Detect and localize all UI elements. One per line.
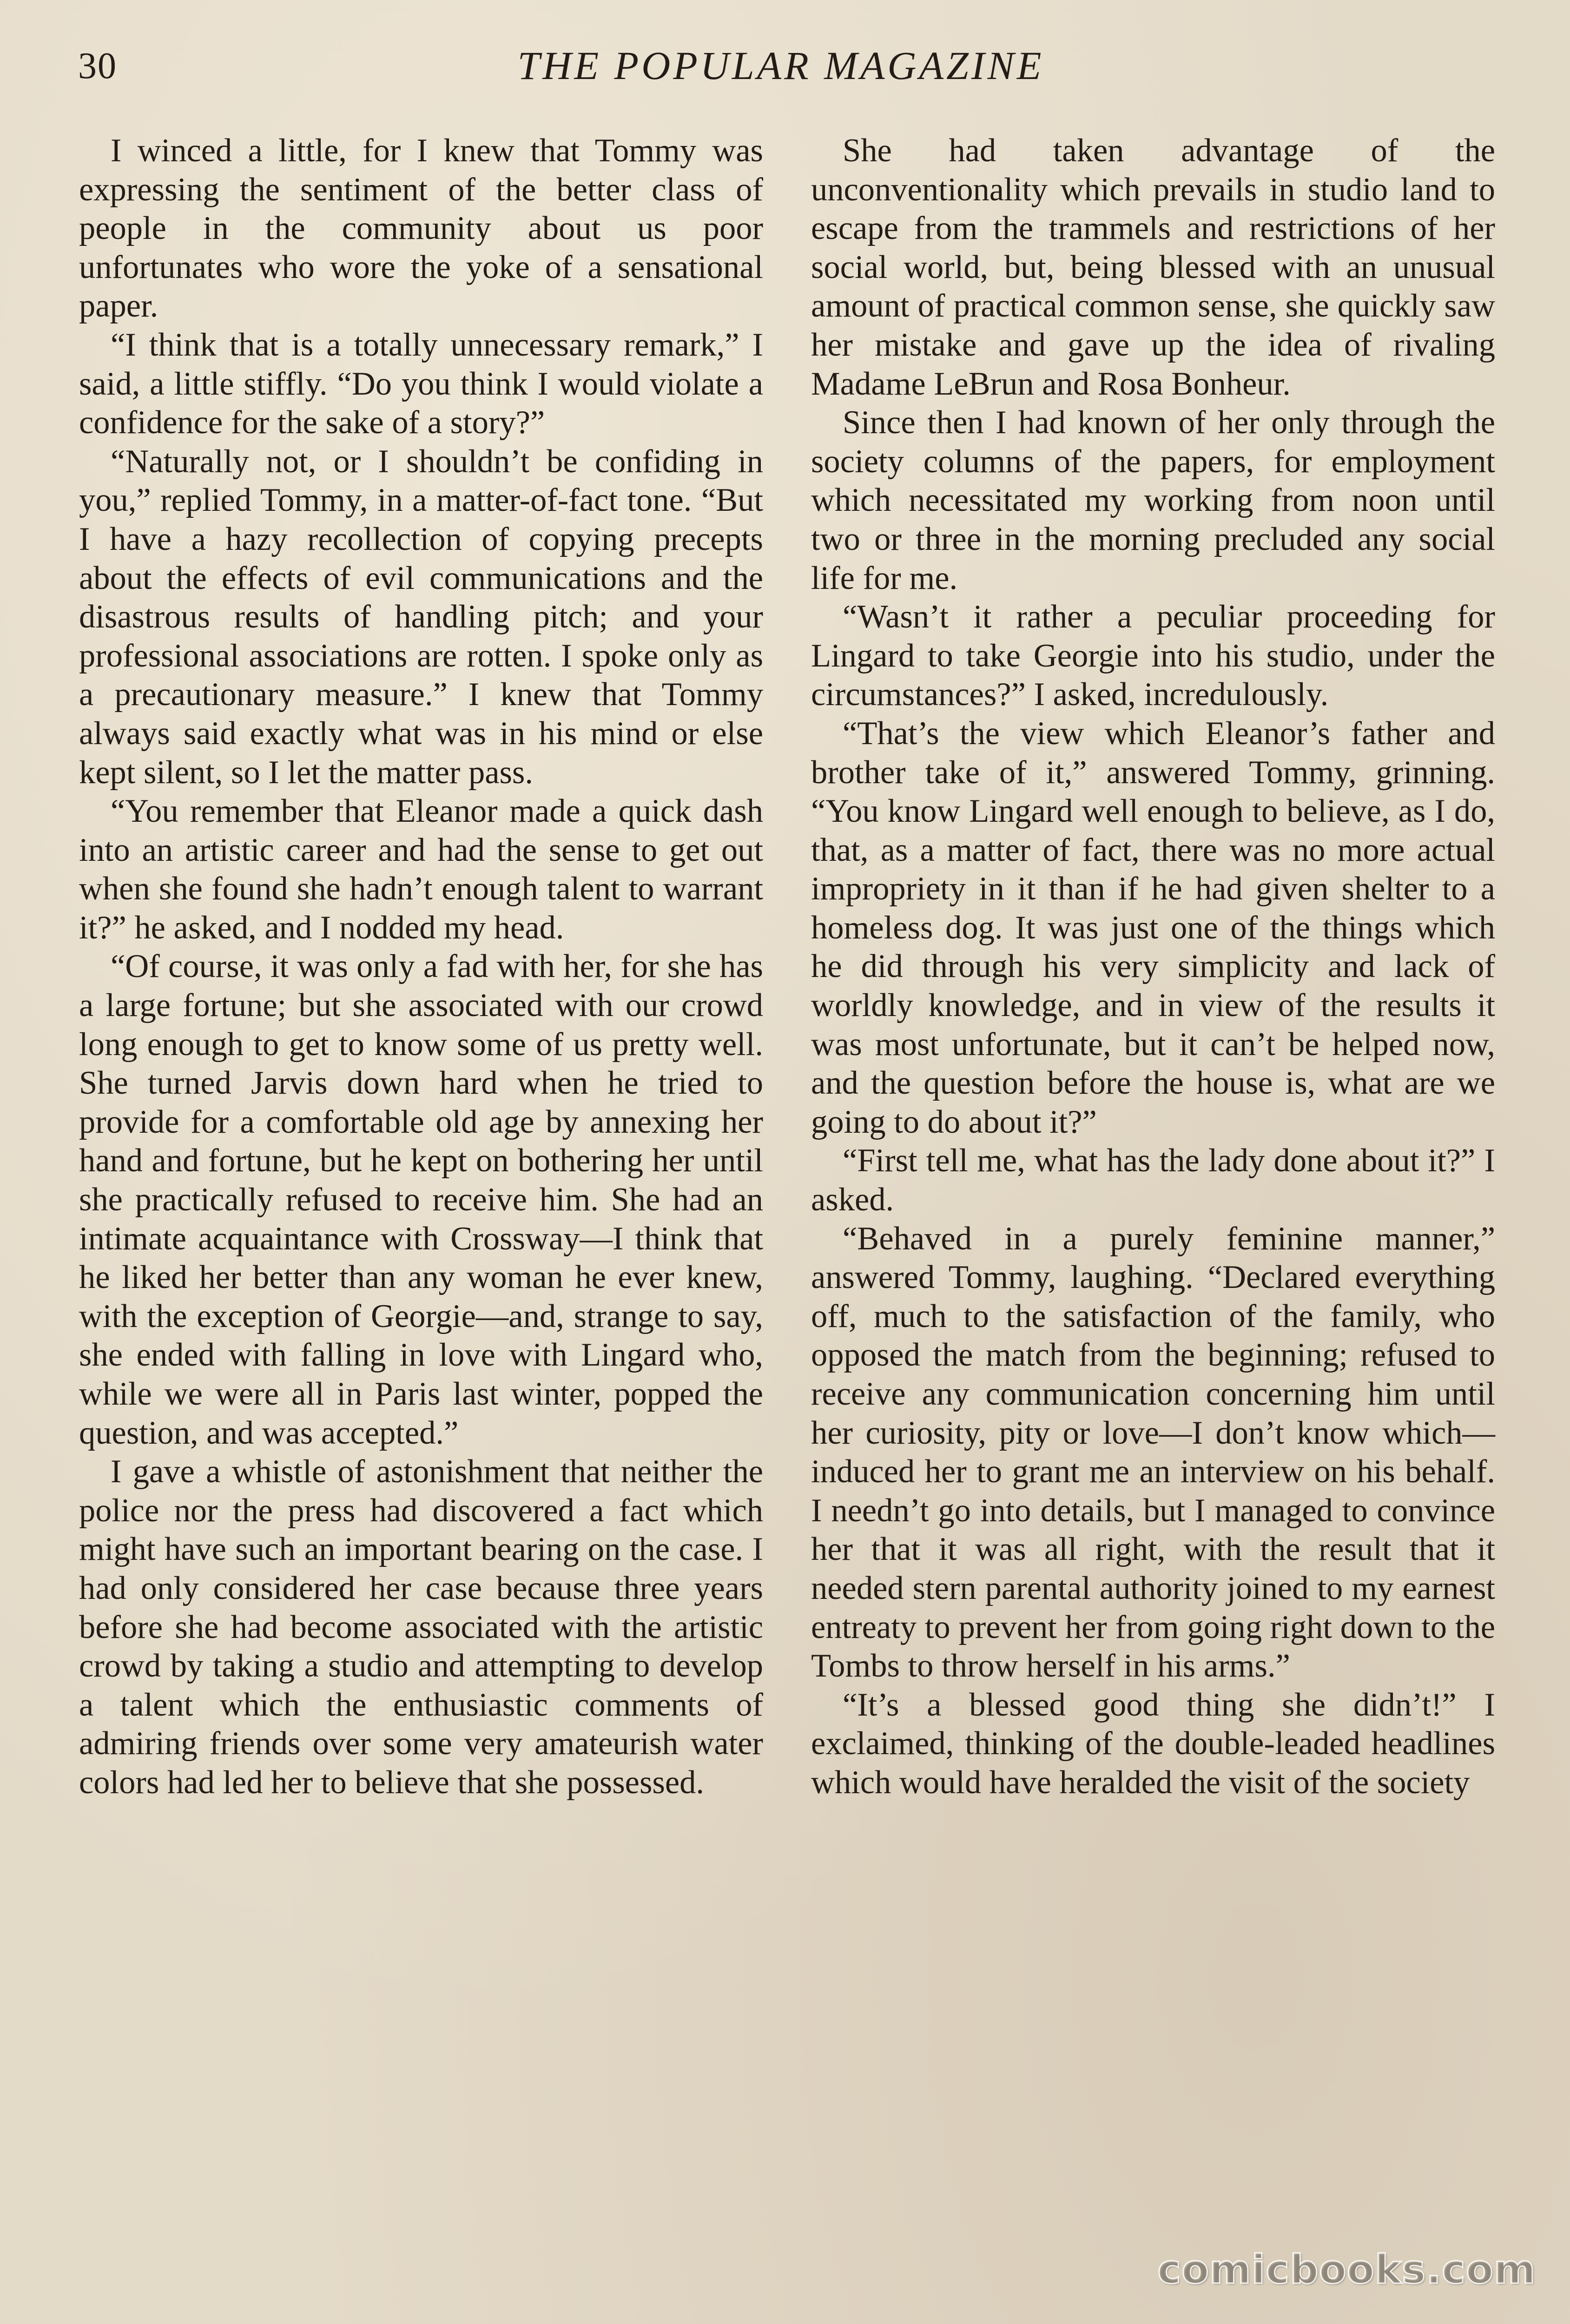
paragraph: “Wasn’t it rather a peculiar proceeding for Lingard to take Georgie into his studio, under the circumstances?” I asked, incredulously. [811, 599, 1495, 713]
paragraph: I gave a whistle of astonishment that neither the police nor the press had discovered a fact which might have such an important bearing on the case. I had only considered her case because three years before she had become associated with the artistic crowd by taking a studio and attempting to develop a talent which the enthusiastic comments of admiring friends over some very amateurish water colors had led her to believe that she possessed. [79, 1453, 763, 1801]
paragraph: “I think that is a totally unnecessary remark,” I said, a little stiffly. “Do you think I would violate a confidence for the sake of a story?” [79, 326, 763, 441]
paragraph: “Of course, it was only a fad with her, for she has a large fortune; but she associated with our crowd long enough to get to know some of us pretty well. She turned Jarvis down hard when he tried to provide for a comfortable old age by annexing her hand and fortune, but he kept on bothering her until she practically refused to receive him. She had an intimate acquaintance with Crossway—I think that he liked her better than any woman he ever knew, with the exception of Georgie—and, strange to say, she ended with falling in love with Lingard who, while we were all in Paris last winter, popped the question, and was accepted.” [79, 948, 763, 1451]
right-column [811, 132, 1495, 1802]
paragraph: “Behaved in a purely feminine manner,” answered Tommy, laughing. “Declared everything off, much to the satisfaction of the family, who opposed the match from the beginning; refused to receive any communication concerning him until her curiosity, pity or love—I don’t know which—induced her to grant me an interview on his behalf. I needn’t go into details, but I managed to convince her that it was all right, with the result that it needed stern parental authority joined to my earnest entreaty to prevent her from going right down to the Tombs to throw herself in his arms.” [811, 1220, 1495, 1684]
paragraph: “Naturally not, or I shouldn’t be confiding in you,” replied Tommy, in a matter-of-fact tone. “But I have a hazy recollection of copying precepts about the effects of evil communications and the disastrous results of handling pitch; and your professional associations are rotten. I spoke only as a precautionary measure.” I knew that Tommy always said exactly what was in his mind or else kept silent, so I let the matter pass. [79, 443, 763, 791]
paragraph: “First tell me, what has the lady done about it?” I asked. [811, 1142, 1495, 1218]
running-head: THE POPULAR MAGAZINE [517, 43, 1044, 88]
page-number: 30 [78, 46, 117, 86]
paragraph: “It’s a blessed good thing she didn’t!” I exclaimed, thinking of the double-leaded headlines which would have heralded the visit of the society [811, 1686, 1495, 1801]
paragraph: She had taken advantage of the unconventionality which prevails in studio land to escape from the trammels and restrictions of her social world, but, being blessed with an unusual amount of practical common sense, she quickly saw her mistake and gave up the idea of rivaling Madame LeBrun and Rosa Bonheur. [811, 132, 1495, 402]
paragraph: I winced a little, for I knew that Tommy was expressing the sentiment of the better class of people in the community about us poor unfortunates who wore the yoke of a sensational paper. [79, 132, 763, 324]
paragraph: Since then I had known of her only through the society columns of the papers, for employment which necessitated my working from noon until two or three in the morning precluded any social life for me. [811, 404, 1495, 596]
left-column [79, 132, 763, 1802]
paragraph: “That’s the view which Eleanor’s father and brother take of it,” answered Tommy, grinning. “You know Lingard well enough to believe, as I do, that, as a matter of fact, there was no more actual impropriety in it than if he had given shelter to a homeless dog. It was just one of the things which he did through his very simplicity and lack of worldly knowledge, and in view of the results it was most unfortunate, but it can’t be helped now, and the question before the house is, what are we going to do about it?” [811, 715, 1495, 1140]
paragraph: “You remember that Eleanor made a quick dash into an artistic career and had the sense to get out when she found she hadn’t enough talent to warrant it?” he asked, and I nodded my head. [79, 793, 763, 946]
watermark: comicbooks.com [1157, 2246, 1536, 2293]
